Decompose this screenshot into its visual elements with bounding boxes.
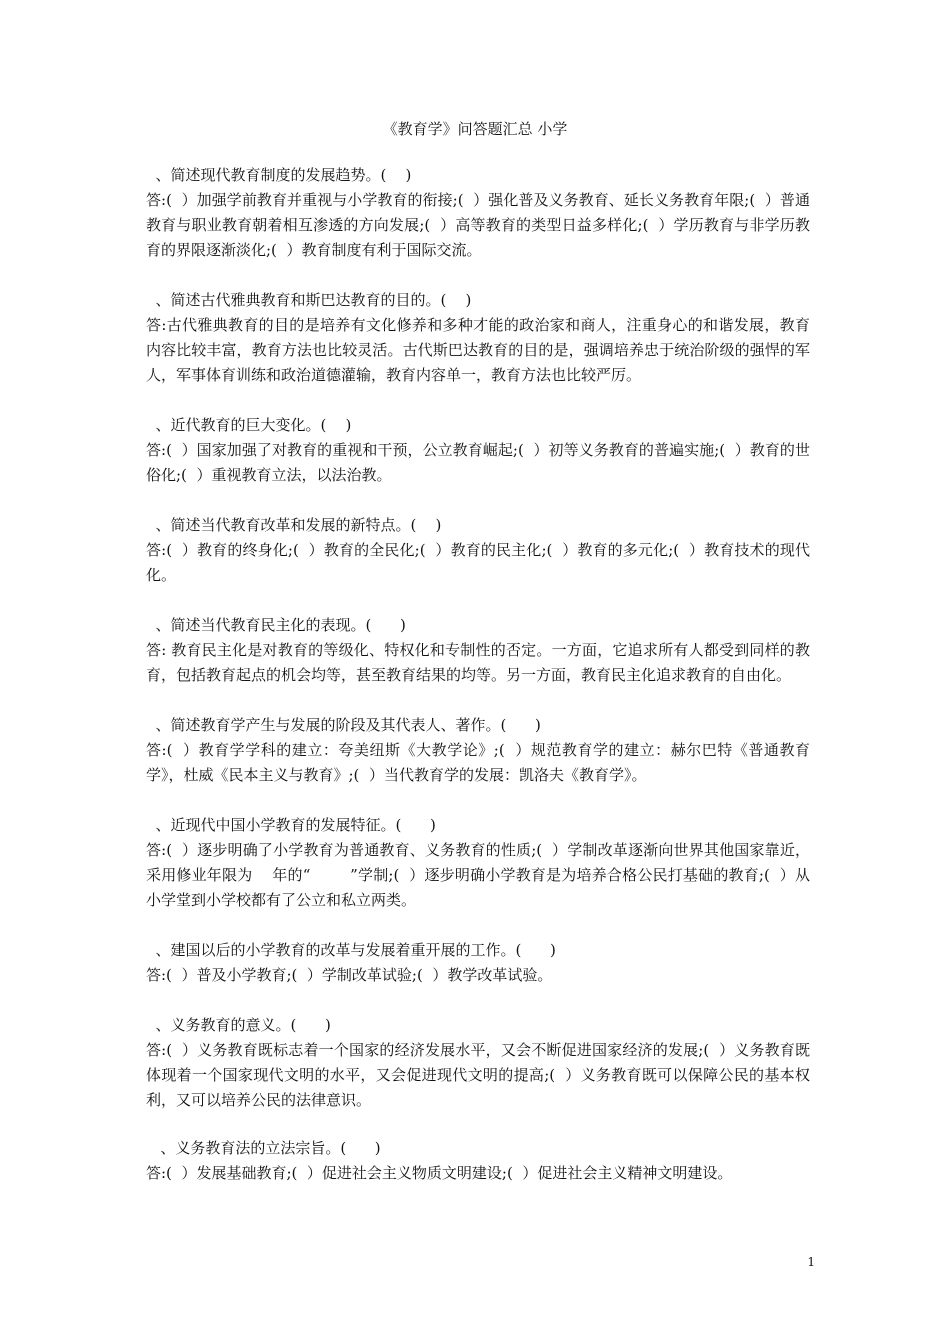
qa-item: [146, 413, 810, 488]
qa-item: [146, 1013, 810, 1113]
answer-text: 答: 教育民主化是对教育的等级化、特权化和专制性的否定。一方面，它追求所有人都受到同样的教育，包括教育起点的机会均等，甚至教育结果的均等。另一方面，教育民主化追求教育的自由化。: [146, 641, 810, 684]
question-text: 、义务教育法的立法宗旨。( ): [146, 1139, 381, 1157]
question-text: 、近代教育的巨大变化。( ): [146, 416, 352, 434]
answer-text: 答:( ）教育的终身化;( ）教育的全民化;( ）教育的民主化;( ）教育的多元化;( ）教育技术的现代化。: [146, 541, 810, 584]
qa-item: [146, 1136, 810, 1186]
qa-item: [146, 613, 810, 688]
qa-item: [146, 513, 810, 588]
qa-item: [146, 813, 810, 913]
qa-item: [146, 163, 810, 263]
answer-text: 答:古代雅典教育的目的是培养有文化修养和多种才能的政治家和商人，注重身心的和谐发展，教育内容比较丰富，教育方法也比较灵活。古代斯巴达教育的目的是，强调培养忠于统治阶级的强悍的军人，军事体育训练和政治道德灌输，教育内容单一，教育方法也比较严厉。: [146, 316, 810, 384]
answer-text: 答:( ）加强学前教育并重视与小学教育的衔接;( ）强化普及义务教育、延长义务教育年限;( ）普通教育与职业教育朝着相互渗透的方向发展;( ）高等教育的类型日益多样化;( ）学历教育与非学历教育的界限逐渐淡化;( ）教育制度有利于国际交流。: [146, 191, 810, 259]
qa-item: [146, 938, 810, 988]
question-text: 、简述现代教育制度的发展趋势。( ): [146, 166, 412, 184]
question-text: 、简述教育学产生与发展的阶段及其代表人、著作。( ): [146, 716, 541, 734]
qa-list: [146, 163, 810, 1211]
answer-text: 答:( ）义务教育既标志着一个国家的经济发展水平，又会不断促进国家经济的发展;( ）义务教育既体现着一个国家现代文明的水平，又会促进现代文明的提高;( ）义务教育既可以保障公民的基本权利，又可以培养公民的法律意识。: [146, 1041, 810, 1109]
answer-text: 答:( ）教育学学科的建立：夸美纽斯《大教学论》;( ）规范教育学的建立：赫尔巴特《普通教育学》，杜威《民本主义与教育》;( ）当代教育学的发展：凯洛夫《教育学》。: [146, 741, 810, 784]
answer-text: 答:( ）逐步明确了小学教育为普通教育、义务教育的性质;( ）学制改革逐渐向世界其他国家靠近，采用修业年限为 年的“ ”学制;( ）逐步明确小学教育是为培养合格公民打基础的教育;( ）从小学堂到小学校都有了公立和私立两类。: [146, 841, 810, 909]
qa-item: [146, 288, 810, 388]
answer-text: 答:( ）国家加强了对教育的重视和干预，公立教育崛起;( ）初等义务教育的普遍实施;( ）教育的世俗化;( ）重视教育立法，以法治教。: [146, 441, 810, 484]
page-number: 1: [807, 1255, 815, 1269]
question-text: 、简述当代教育民主化的表现。( ): [146, 616, 406, 634]
question-text: 、简述当代教育改革和发展的新特点。( ): [146, 516, 442, 534]
answer-text: 答:( ）发展基础教育;( ）促进社会主义物质文明建设;( ）促进社会主义精神文明建设。: [146, 1164, 733, 1182]
document-title: 《教育学》问答题汇总 小学: [382, 120, 568, 138]
question-text: 、建国以后的小学教育的改革与发展着重开展的工作。( ): [146, 941, 556, 959]
question-text: 、近现代中国小学教育的发展特征。( ): [146, 816, 436, 834]
qa-item: [146, 713, 810, 788]
question-text: 、义务教育的意义。( ): [146, 1016, 331, 1034]
question-text: 、简述古代雅典教育和斯巴达教育的目的。( ): [146, 291, 472, 309]
answer-text: 答:( ）普及小学教育;( ）学制改革试验;( ）教学改革试验。: [146, 966, 553, 984]
